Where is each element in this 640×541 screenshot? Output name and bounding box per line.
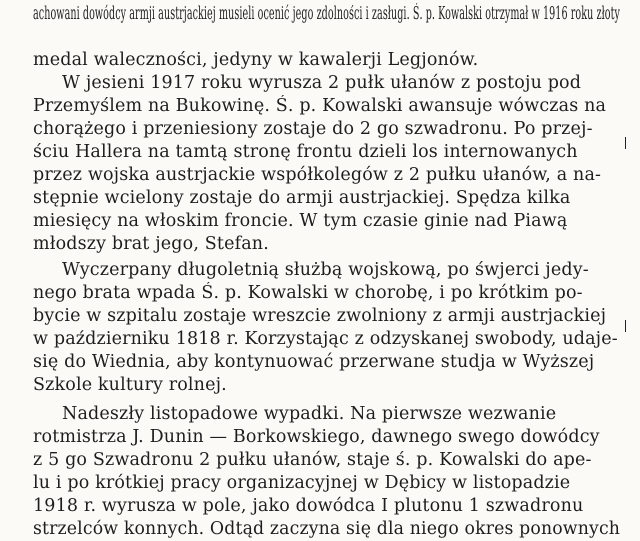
text-line: z 5 go Szwadronu 2 pułku ułanów, staje ś. p. Kowalski do ape- <box>33 450 592 470</box>
margin-mark <box>625 137 626 149</box>
text-line: stępnie wcielony zostaje do armji austrjackiej. Spędza kilka <box>33 188 571 208</box>
text-line: Szkole kultury rolnej. <box>33 375 227 395</box>
text-line: lu i po krótkiej pracy organizacyjnej w Dębicy w listopadzie <box>33 473 571 493</box>
text-line: rotmistrza J. Dunin — Borkowskiego, dawnego swego dowódcy <box>33 427 600 447</box>
text-line: młodszy brat jego, Stefan. <box>33 234 269 254</box>
text-line: Wyczerpany długoletnią służbą wojskową, po śwjerci jedy- <box>62 260 589 280</box>
text-line: W jesieni 1917 roku wyrusza 2 pułk ułanów z postoju pod <box>62 73 582 93</box>
text-line: się do Wiednia, aby kontynuować przerwane studja w Wyższej <box>33 352 595 372</box>
margin-mark <box>625 320 626 332</box>
text-line: nego brata wpada Ś. p. Kowalski w chorobę, i po krótkim po- <box>33 283 583 303</box>
text-line: strzelców konnych. Odtąd zaczyna się dla niego okres ponownych <box>33 519 620 539</box>
text-line: miesięcy na włoskim froncie. W tym czasie ginie nad Piawą <box>33 211 568 231</box>
text-line: bycie w szpitalu zostaje wreszcie zwolniony z armji austrjackiej <box>33 306 607 326</box>
text-line: chorążego i przeniesiony zostaje do 2 go szwadronu. Po przej- <box>33 119 593 139</box>
text-line: w październiku 1818 r. Korzystając z odzyskanej swobody, udaje- <box>33 329 618 349</box>
text-line: 1918 r. wyrusza w pole, jako dowódca I plutonu 1 szwadronu <box>33 496 584 516</box>
text-line: przez wojska austrjackie współkolegów z 2 pułku ułanów, a na- <box>33 165 602 185</box>
text-line: medal waleczności, jedyny w kawalerji Legjonów. <box>33 50 479 70</box>
text-line: achowani dowódcy armji austrjackiej musieli ocenić jego zdolności i zasługi. Ś. p. Kowalski otrzymał w 1916 roku złoty <box>33 4 620 24</box>
text-line: ściu Hallera na tamtą stronę frontu dzieli los internowanych <box>33 142 578 162</box>
text-line: Przemyślem na Bukowinę. Ś. p. Kowalski awansuje wówczas na <box>33 96 607 116</box>
text-line: Nadeszły listopadowe wypadki. Na pierwsze wezwanie <box>62 404 557 424</box>
